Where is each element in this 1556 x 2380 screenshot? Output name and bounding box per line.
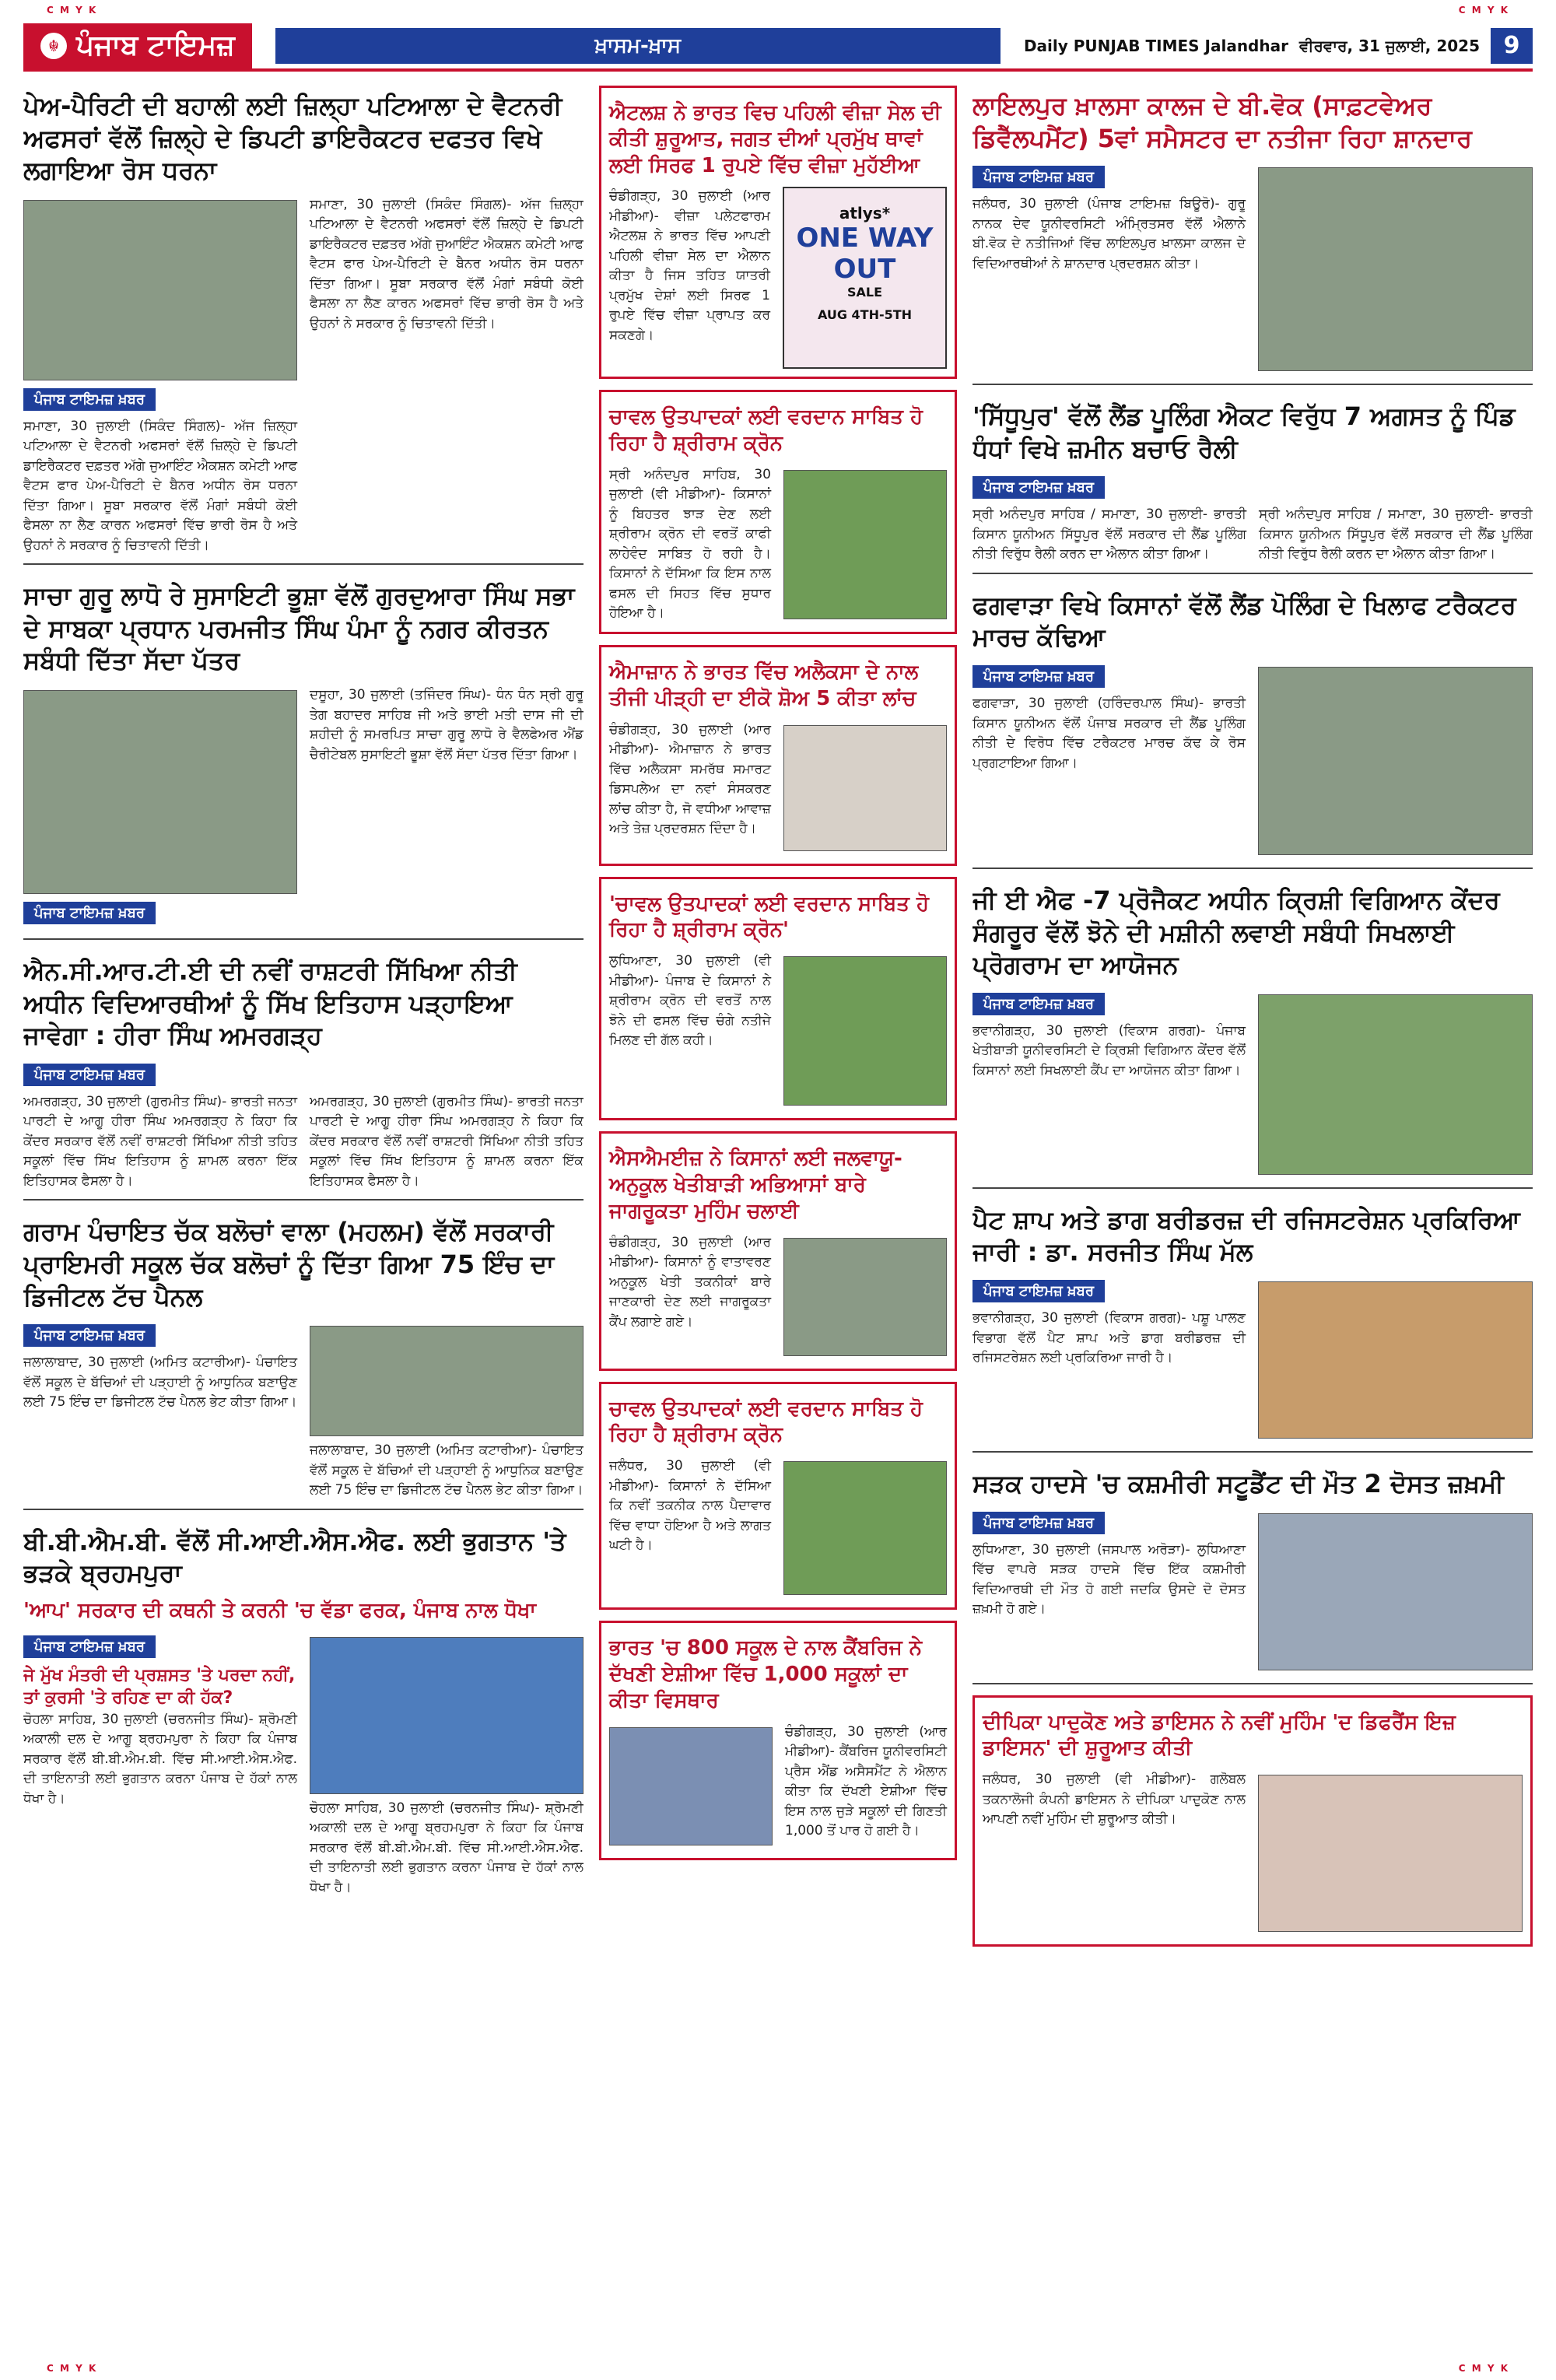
ad-brand: atlys*	[839, 204, 891, 223]
byline-tag: ਪੰਜਾਬ ਟਾਇਮਜ਼ ਖ਼ਬਰ	[972, 665, 1105, 688]
headline: ਐਸਐਮਈਜ਼ ਨੇ ਕਿਸਾਨਾਂ ਲਈ ਜਲਵਾਯੂ-ਅਨੁਕੂਲ ਖੇਤੀਬਾੜੀ ਅਭਿਆਸਾਂ ਬਾਰੇ ਜਾਗਰੂਕਤਾ ਮੁਹਿੰਮ ਚਲਾਈ	[609, 1147, 902, 1223]
byline-tag: ਪੰਜਾਬ ਟਾਇਮਜ਼ ਖ਼ਬਰ	[23, 1324, 156, 1347]
farmer-photo	[783, 1461, 947, 1595]
page-number: 9	[1491, 28, 1533, 64]
ad-date: AUG 4TH-5TH	[817, 307, 913, 323]
protest-photo	[23, 200, 297, 380]
invitation-photo	[23, 690, 297, 894]
byline-tag: ਪੰਜਾਬ ਟਾਇਮਜ਼ ਖ਼ਬਰ	[23, 902, 156, 924]
story-shriram-3	[599, 1382, 957, 1611]
headline: 'ਸਿੱਧੂਪੁਰ' ਵੱਲੋਂ ਲੈਂਡ ਪੂਲਿੰਗ ਐਕਟ ਵਿਰੁੱਧ 7 ਅਗਸਤ ਨੂੰ ਪਿੰਡ ਧੰਧਾਂ ਵਿਖੇ ਜ਼ਮੀਨ ਬਚਾਓ ਰੈਲੀ	[972, 401, 1516, 464]
story-body: ਅਮਰਗੜ੍ਹ, 30 ਜੁਲਾਈ (ਗੁਰਮੀਤ ਸਿੰਘ)- ਭਾਰਤੀ ਜਨਤਾ ਪਾਰਟੀ ਦੇ ਆਗੂ ਹੀਰਾ ਸਿੰਘ ਅਮਰਗੜ੍ਹ ਨੇ ਕਿਹਾ ਕਿ ਕੇਂਦਰ ਸਰਕਾਰ ਵੱਲੋਂ ਨਵੀਂ ਰਾਸ਼ਟਰੀ ਸਿੱਖਿਆ ਨੀਤੀ ਤਹਿਤ ਸਕੂਲਾਂ ਵਿੱਚ ਸਿੱਖ ਇਤਿਹਾਸ ਨੂੰ ਸ਼ਾਮਲ ਕਰਨਾ ਇੱਕ ਇਤਿਹਾਸਕ ਫੈਸਲਾ ਹੈ।	[23, 1093, 297, 1189]
headline: ਚਾਵਲ ਉਤਪਾਦਕਾਂ ਲਈ ਵਰਦਾਨ ਸਾਬਿਤ ਹੋ ਰਿਹਾ ਹੈ ਸ਼੍ਰੀਰਾਮ ਕ੍ਰੋਨ	[609, 1397, 923, 1447]
college-photo	[1258, 167, 1533, 371]
byline-tag: ਪੰਜਾਬ ਟਾਇਮਜ਼ ਖ਼ਬਰ	[972, 1280, 1105, 1302]
headline: ਐਟਲਸ਼ ਨੇ ਭਾਰਤ ਵਿਚ ਪਹਿਲੀ ਵੀਜ਼ਾ ਸੇਲ ਦੀ ਕੀਤੀ ਸ਼ੁਰੂਆਤ, ਜਗਤ ਦੀਆਂ ਪ੍ਰਮੁੱਖ ਥਾਵਾਂ ਲਈ ਸਿਰਫ 1 ਰੁਪਏ ਵਿੱਚ ਵੀਜ਼ਾ ਮੁਹੱਈਆ	[609, 101, 941, 177]
story-shriram-1	[599, 390, 957, 634]
registration-mark-right: C M Y K	[1458, 5, 1509, 16]
headline: 'ਚਾਵਲ ਉਤਪਾਦਕਾਂ ਲਈ ਵਰਦਾਨ ਸਾਬਿਤ ਹੋ ਰਿਹਾ ਹੈ ਸ਼੍ਰੀਰਾਮ ਕ੍ਰੋਨ'	[609, 892, 929, 942]
headline: ਚਾਵਲ ਉਤਪਾਦਕਾਂ ਲਈ ਵਰਦਾਨ ਸਾਬਿਤ ਹੋ ਰਿਹਾ ਹੈ ਸ਼੍ਰੀਰਾਮ ਕ੍ਰੋਨ	[609, 405, 923, 456]
story-tractor-march	[972, 585, 1533, 869]
pull-quote: ਜੇ ਮੁੱਖ ਮੰਤਰੀ ਦੀ ਪ੍ਰਸ਼ਸਤ 'ਤੇ ਪਰਦਾ ਨਹੀਂ, ਤਾਂ ਕੁਰਸੀ 'ਤੇ ਰਹਿਣ ਦਾ ਕੀ ਹੱਕ?	[23, 1665, 296, 1709]
story-body: ਸ੍ਰੀ ਅਨੰਦਪੁਰ ਸਾਹਿਬ / ਸਮਾਣਾ, 30 ਜੁਲਾਈ- ਭਾਰਤੀ ਕਿਸਾਨ ਯੂਨੀਅਨ ਸਿੱਧੂਪੁਰ ਵੱਲੋਂ ਸਰਕਾਰ ਦੀ ਲੈਂਡ ਪੂਲਿੰਗ ਨੀਤੀ ਵਿਰੁੱਧ ਰੈਲੀ ਕਰਨ ਦਾ ਐਲਾਨ ਕੀਤਾ ਗਿਆ।	[972, 506, 1246, 563]
story-sidhupur-rally	[972, 396, 1533, 574]
story-gef7	[972, 880, 1533, 1189]
student-portrait	[1258, 1513, 1533, 1670]
middle-column	[599, 86, 957, 1871]
subheadline: 'ਆਪ' ਸਰਕਾਰ ਦੀ ਕਥਨੀ ਤੇ ਕਰਨੀ 'ਚ ਵੱਡਾ ਫਰਕ, ਪੰਜਾਬ ਨਾਲ ਧੋਖਾ	[23, 1598, 536, 1622]
headline: ਭਾਰਤ 'ਚ 800 ਸਕੂਲ ਦੇ ਨਾਲ ਕੈਂਬਰਿਜ ਨੇ ਦੱਖਣੀ ਏਸ਼ੀਆ ਵਿੱਚ 1,000 ਸਕੂਲਾਂ ਦਾ ਕੀਤਾ ਵਿਸਥਾਰ	[609, 1636, 923, 1712]
headline: ਐਨ.ਸੀ.ਆਰ.ਟੀ.ਈ ਦੀ ਨਵੀਂ ਰਾਸ਼ਟਰੀ ਸਿੱਖਿਆ ਨੀਤੀ ਅਧੀਨ ਵਿਦਿਆਰਥੀਆਂ ਨੂੰ ਸਿੱਖ ਇਤਿਹਾਸ ਪੜ੍ਹਾਇਆ ਜਾਵੇਗਾ : ਹੀਰਾ ਸਿੰਘ ਅਮਰਗੜ੍ਹ	[23, 956, 517, 1051]
registration-mark-left: C M Y K	[47, 5, 98, 16]
headline: ਸੜਕ ਹਾਦਸੇ 'ਚ ਕਸ਼ਮੀਰੀ ਸਟੂਡੈਂਟ ਦੀ ਮੌਤ 2 ਦੋਸਤ ਜ਼ਖ਼ਮੀ	[972, 1469, 1504, 1499]
story-body: ਜਲੰਧਰ, 30 ਜੁਲਾਈ (ਵੀ ਮੀਡੀਆ)- ਕਿਸਾਨਾਂ ਨੇ ਦੱਸਿਆ ਕਿ ਨਵੀਂ ਤਕਨੀਕ ਨਾਲ ਪੈਦਾਵਾਰ ਵਿੱਚ ਵਾਧਾ ਹੋਇਆ ਹੈ ਅਤੇ ਲਾਗਤ ਘਟੀ ਹੈ।	[609, 1458, 771, 1554]
right-column	[972, 86, 1533, 1958]
headline: ਦੀਪਿਕਾ ਪਾਦੁਕੋਣ ਅਤੇ ਡਾਇਸਨ ਨੇ ਨਵੀਂ ਮੁਹਿੰਮ 'ਦ ਡਿਫਰੈਂਸ ਇਜ਼ ਡਾਇਸਨ' ਦੀ ਸ਼ੁਰੂਆਤ ਕੀਤੀ	[983, 1710, 1456, 1761]
story-body: ਫਗਵਾੜਾ, 30 ਜੁਲਾਈ (ਹਰਿੰਦਰਪਾਲ ਸਿੰਘ)- ਭਾਰਤੀ ਕਿਸਾਨ ਯੂਨੀਅਨ ਵੱਲੋਂ ਪੰਜਾਬ ਸਰਕਾਰ ਦੀ ਲੈਂਡ ਪੂਲਿੰਗ ਨੀਤੀ ਦੇ ਵਿਰੋਧ ਵਿੱਚ ਟਰੈਕਟਰ ਮਾਰਚ ਕੱਢ ਕੇ ਰੋਸ ਪ੍ਰਗਟਾਇਆ ਗਿਆ।	[972, 696, 1246, 771]
tractor-march-photo	[1258, 667, 1533, 855]
headline: ਲਾਇਲਪੁਰ ਖ਼ਾਲਸਾ ਕਾਲਜ ਦੇ ਬੀ.ਵੋਕ (ਸਾਫ਼ਟਵੇਅਰ ਡਿਵੈੱਲਪਮੈਂਟ) 5ਵਾਂ ਸਮੈਸਟਰ ਦਾ ਨਤੀਜਾ ਰਿਹਾ ਸ਼ਾਨਦਾਰ	[972, 91, 1472, 153]
headline: ਫਗਵਾੜਾ ਵਿਖੇ ਕਿਸਾਨਾਂ ਵੱਲੋਂ ਲੈਂਡ ਪੋਲਿੰਗ ਦੇ ਖਿਲਾਫ ਟਰੈਕਟਰ ਮਾਰਚ ਕੱਢਿਆ	[972, 590, 1516, 653]
story-sikh-history	[23, 951, 584, 1201]
ad-title: ONE WAY OUT	[796, 223, 934, 286]
story-atlys	[599, 86, 957, 379]
headline: ਪੇਅ-ਪੈਰਿਟੀ ਦੀ ਬਹਾਲੀ ਲਈ ਜ਼ਿਲ੍ਹਾ ਪਟਿਆਲਾ ਦੇ ਵੈਟਨਰੀ ਅਫਸਰਾਂ ਵੱਲੋਂ ਜ਼ਿਲ੍ਹੇ ਦੇ ਡਿਪਟੀ ਡਾਇਰੈਕਟਰ ਦਫਤਰ ਵਿਖੇ ਲਗਾਇਆ ਰੋਸ ਧਰਨਾ	[23, 91, 562, 186]
story-body: ਸ੍ਰੀ ਅਨੰਦਪੁਰ ਸਾਹਿਬ, 30 ਜੁਲਾਈ (ਵੀ ਮੀਡੀਆ)- ਕਿਸਾਨਾਂ ਨੂੰ ਬਿਹਤਰ ਝਾੜ ਦੇਣ ਲਈ ਸ਼੍ਰੀਰਾਮ ਕ੍ਰੋਨ ਦੀ ਵਰਤੋਂ ਕਾਫੀ ਲਾਹੇਵੰਦ ਸਾਬਿਤ ਹੋ ਰਹੀ ਹੈ। ਕਿਸਾਨਾਂ ਨੇ ਦੱਸਿਆ ਕਿ ਇਸ ਨਾਲ ਫਸਲ ਦੀ ਸਿਹਤ ਵਿੱਚ ਸੁਧਾਰ ਹੋਇਆ ਹੈ।	[609, 466, 771, 622]
byline-tag: ਪੰਜਾਬ ਟਾਇਮਜ਼ ਖ਼ਬਰ	[972, 166, 1105, 188]
story-body: ਚੋਹਲਾ ਸਾਹਿਬ, 30 ਜੁਲਾਈ (ਚਰਨਜੀਤ ਸਿੰਘ)- ਸ਼੍ਰੋਮਣੀ ਅਕਾਲੀ ਦਲ ਦੇ ਆਗੂ ਬ੍ਰਹਮਪੁਰਾ ਨੇ ਕਿਹਾ ਕਿ ਪੰਜਾਬ ਸਰਕਾਰ ਵੱਲੋਂ ਬੀ.ਬੀ.ਐਮ.ਬੀ. ਵਿੱਚ ਸੀ.ਆਈ.ਐਸ.ਐਫ. ਦੀ ਤਾਇਨਾਤੀ ਲਈ ਭੁਗਤਾਨ ਕਰਨਾ ਪੰਜਾਬ ਦੇ ਹੱਕਾਂ ਨਾਲ ਧੋਖਾ ਹੈ।	[23, 1711, 297, 1807]
section-title: ਖ਼ਾਸਮ-ਖ਼ਾਸ	[275, 28, 1001, 64]
story-body: ਲੁਧਿਆਣਾ, 30 ਜੁਲਾਈ (ਜਸਪਾਲ ਅਰੋੜਾ)- ਲੁਧਿਆਣਾ ਵਿੱਚ ਵਾਪਰੇ ਸੜਕ ਹਾਦਸੇ ਵਿੱਚ ਇੱਕ ਕਸ਼ਮੀਰੀ ਵਿਦਿਆਰਥੀ ਦੀ ਮੌਤ ਹੋ ਗਈ ਜਦਕਿ ਉਸਦੇ ਦੋ ਦੋਸਤ ਜ਼ਖ਼ਮੀ ਹੋ ਗਏ।	[972, 1541, 1246, 1618]
ad-subtitle: SALE	[846, 285, 883, 300]
story-body: ਭਵਾਨੀਗੜ੍ਹ, 30 ਜੁਲਾਈ (ਵਿਕਾਸ ਗਰਗ)- ਪੰਜਾਬ ਖੇਤੀਬਾੜੀ ਯੂਨੀਵਰਸਿਟੀ ਦੇ ਕ੍ਰਿਸ਼ੀ ਵਿਗਿਆਨ ਕੇਂਦਰ ਵੱਲੋਂ ਕਿਸਾਨਾਂ ਲਈ ਸਿਖਲਾਈ ਕੈਂਪ ਦਾ ਆਯੋਜਨ ਕੀਤਾ ਗਿਆ।	[972, 1022, 1246, 1078]
farmer-photo	[783, 956, 947, 1106]
headline: ਜੀ ਈ ਐਫ -7 ਪ੍ਰੋਜੈਕਟ ਅਧੀਨ ਕ੍ਰਿਸ਼ੀ ਵਿਗਿਆਨ ਕੇਂਦਰ ਸੰਗਰੂਰ ਵੱਲੋਂ ਝੋਨੇ ਦੀ ਮਸ਼ੀਨੀ ਲਵਾਈ ਸਬੰਧੀ ਸਿਖਲਾਈ ਪ੍ਰੋਗਰਾਮ ਦਾ ਆਯੋਜਨ	[972, 885, 1500, 980]
logo-emblem-icon: ☬	[40, 33, 67, 59]
newspaper-logo	[23, 23, 252, 68]
story-amazon-echo	[599, 645, 957, 866]
story-body: ਜਲਾਲਾਬਾਦ, 30 ਜੁਲਾਈ (ਅਮਿਤ ਕਟਾਰੀਆ)- ਪੰਚਾਇਤ ਵੱਲੋਂ ਸਕੂਲ ਦੇ ਬੱਚਿਆਂ ਦੀ ਪੜ੍ਹਾਈ ਨੂੰ ਆਧੁਨਿਕ ਬਣਾਉਣ ਲਈ 75 ਇੰਚ ਦਾ ਡਿਜੀਟਲ ਟੱਚ ਪੈਨਲ ਭੇਟ ਕੀਤਾ ਗਿਆ।	[23, 1355, 297, 1411]
paper-name: Daily PUNJAB TIMES Jalandhar	[1023, 37, 1288, 55]
headline: ਐਮਾਜ਼ਾਨ ਨੇ ਭਾਰਤ ਵਿੱਚ ਅਲੈਕਸਾ ਦੇ ਨਾਲ ਤੀਜੀ ਪੀੜ੍ਹੀ ਦਾ ਈਕੋ ਸ਼ੋਅ 5 ਕੀਤਾ ਲਾਂਚ	[609, 660, 919, 710]
byline-tag: ਪੰਜਾਬ ਟਾਇਮਜ਼ ਖ਼ਬਰ	[972, 1512, 1105, 1534]
headline: ਪੈਟ ਸ਼ਾਪ ਅਤੇ ਡਾਗ ਬਰੀਡਰਜ਼ ਦੀ ਰਜਿਸਟਰੇਸ਼ਨ ਪ੍ਰਕਿਰਿਆ ਜਾਰੀ : ਡਾ. ਸਰਜੀਤ ਸਿੰਘ ਮੱਲ	[972, 1204, 1520, 1267]
leader-portrait	[310, 1637, 584, 1794]
footer-registration-right: C M Y K	[1458, 2363, 1509, 2374]
echo-device-photo	[783, 725, 947, 851]
story-lyallpur-result	[972, 86, 1533, 385]
story-invitation	[23, 576, 584, 940]
byline-tag: ਪੰਜਾਬ ਟਾਇਮਜ਼ ਖ਼ਬਰ	[23, 1635, 156, 1658]
story-pet-shop	[972, 1200, 1533, 1453]
story-body-continued: ਚੋਹਲਾ ਸਾਹਿਬ, 30 ਜੁਲਾਈ (ਚਰਨਜੀਤ ਸਿੰਘ)- ਸ਼੍ਰੋਮਣੀ ਅਕਾਲੀ ਦਲ ਦੇ ਆਗੂ ਬ੍ਰਹਮਪੁਰਾ ਨੇ ਕਿਹਾ ਕਿ ਪੰਜਾਬ ਸਰਕਾਰ ਵੱਲੋਂ ਬੀ.ਬੀ.ਐਮ.ਬੀ. ਵਿੱਚ ਸੀ.ਆਈ.ਐਸ.ਐਫ. ਦੀ ਤਾਇਨਾਤੀ ਲਈ ਭੁਗਤਾਨ ਕਰਨਾ ਪੰਜਾਬ ਦੇ ਹੱਕਾਂ ਨਾਲ ਧੋਖਾ ਹੈ।	[310, 1800, 584, 1895]
byline-tag: ਪੰਜਾਬ ਟਾਇਮਜ਼ ਖ਼ਬਰ	[23, 388, 156, 411]
story-body-continued: ਅਮਰਗੜ੍ਹ, 30 ਜੁਲਾਈ (ਗੁਰਮੀਤ ਸਿੰਘ)- ਭਾਰਤੀ ਜਨਤਾ ਪਾਰਟੀ ਦੇ ਆਗੂ ਹੀਰਾ ਸਿੰਘ ਅਮਰਗੜ੍ਹ ਨੇ ਕਿਹਾ ਕਿ ਕੇਂਦਰ ਸਰਕਾਰ ਵੱਲੋਂ ਨਵੀਂ ਰਾਸ਼ਟਰੀ ਸਿੱਖਿਆ ਨੀਤੀ ਤਹਿਤ ਸਕੂਲਾਂ ਵਿੱਚ ਸਿੱਖ ਇਤਿਹਾਸ ਨੂੰ ਸ਼ਾਮਲ ਕਰਨਾ ਇੱਕ ਇਤਿਹਾਸਕ ਫੈਸਲਾ ਹੈ।	[310, 1093, 584, 1189]
headline: ਗਰਾਮ ਪੰਚਾਇਤ ਚੱਕ ਬਲੋਚਾਂ ਵਾਲਾ (ਮਹਲਮ) ਵੱਲੋਂ ਸਰਕਾਰੀ ਪ੍ਰਾਇਮਰੀ ਸਕੂਲ ਚੱਕ ਬਲੋਚਾਂ ਨੂੰ ਦਿੱਤਾ ਗਿਆ 75 ਇੰਚ ਦਾ ਡਿਜੀਟਲ ਟੱਚ ਪੈਨਲ	[23, 1217, 555, 1312]
byline-tag: ਪੰਜਾਬ ਟਾਇਮਜ਼ ਖ਼ਬਰ	[972, 993, 1105, 1015]
farmer-photo	[783, 470, 947, 619]
byline-tag: ਪੰਜਾਬ ਟਾਇਮਜ਼ ਖ਼ਬਰ	[23, 1064, 156, 1086]
atlys-advert	[783, 187, 947, 369]
story-bbmb	[23, 1521, 584, 1905]
left-column	[23, 86, 584, 1916]
story-body: ਸਮਾਣਾ, 30 ਜੁਲਾਈ (ਸਿਕੰਦ ਸਿੰਗਲ)- ਅੱਜ ਜ਼ਿਲ੍ਹਾ ਪਟਿਆਲਾ ਦੇ ਵੈਟਨਰੀ ਅਫਸਰਾਂ ਵੱਲੋਂ ਜ਼ਿਲ੍ਹੇ ਦੇ ਡਿਪਟੀ ਡਾਇਰੈਕਟਰ ਦਫ਼ਤਰ ਅੱਗੇ ਜੁਆਇੰਟ ਐਕਸ਼ਨ ਕਮੇਟੀ ਆਫ ਵੈਟਸ ਫਾਰ ਪੇਅ-ਪੈਰਿਟੀ ਦੇ ਬੈਨਰ ਅਧੀਨ ਰੋਸ ਧਰਨਾ ਦਿੱਤਾ ਗਿਆ। ਸੂਬਾ ਸਰਕਾਰ ਵੱਲੋਂ ਮੰਗਾਂ ਸਬੰਧੀ ਕੋਈ ਫੈਸਲਾ ਨਾ ਲੈਣ ਕਾਰਨ ਅਫਸਰਾਂ ਵਿੱਚ ਭਾਰੀ ਰੋਸ ਹੈ ਅਤੇ ਉਹਨਾਂ ਨੇ ਸਰਕਾਰ ਨੂੰ ਚਿਤਾਵਨੀ ਦਿੱਤੀ।	[23, 418, 297, 553]
campaign-photo	[1258, 1775, 1523, 1932]
story-shriram-2	[599, 877, 957, 1121]
byline-tag: ਪੰਜਾਬ ਟਾਇਮਜ਼ ਖ਼ਬਰ	[972, 476, 1105, 499]
story-body: ਚੰਡੀਗੜ੍ਹ, 30 ਜੁਲਾਈ (ਆਰ ਮੀਡੀਆ)- ਕਿਸਾਨਾਂ ਨੂੰ ਵਾਤਾਵਰਣ ਅਨੁਕੂਲ ਖੇਤੀ ਤਕਨੀਕਾਂ ਬਾਰੇ ਜਾਣਕਾਰੀ ਦੇਣ ਲਈ ਜਾਗਰੂਕਤਾ ਕੈਂਪ ਲਗਾਏ ਗਏ।	[609, 1234, 771, 1330]
story-body: ਜਲੰਧਰ, 30 ਜੁਲਾਈ (ਪੰਜਾਬ ਟਾਇਮਜ਼ ਬਿਊਰੋ)- ਗੁਰੂ ਨਾਨਕ ਦੇਵ ਯੂਨੀਵਰਸਿਟੀ ਅੰਮ੍ਰਿਤਸਰ ਵੱਲੋਂ ਐਲਾਨੇ ਬੀ.ਵੋਕ ਦੇ ਨਤੀਜਿਆਂ ਵਿੱਚ ਲਾਇਲਪੁਰ ਖ਼ਾਲਸਾ ਕਾਲਜ ਦੇ ਵਿਦਿਆਰਥੀਆਂ ਨੇ ਸ਼ਾਨਦਾਰ ਪ੍ਰਦਰਸ਼ਨ ਕੀਤਾ।	[972, 196, 1246, 272]
story-sme-awareness	[599, 1131, 957, 1370]
masthead	[23, 23, 1533, 72]
story-road-accident	[972, 1463, 1533, 1684]
headline: ਸਾਚਾ ਗੁਰੂ ਲਾਧੋ ਰੇ ਸੁਸਾਇਟੀ ਭੂਸ਼ਾ ਵੱਲੋਂ ਗੁਰਦੁਆਰਾ ਸਿੰਘ ਸਭਾ ਦੇ ਸਾਬਕਾ ਪ੍ਰਧਾਨ ਪਰਮਜੀਤ ਸਿੰਘ ਪੰਮਾ ਨੂੰ ਨਗਰ ਕੀਰਤਨ ਸਬੰਧੀ ਦਿੱਤਾ ਸੱਦਾ ਪੱਤਰ	[23, 581, 575, 676]
newspaper-title: ਪੰਜਾਬ ਟਾਇਮਜ਼	[76, 30, 235, 61]
story-body-continued: ਸ੍ਰੀ ਅਨੰਦਪੁਰ ਸਾਹਿਬ / ਸਮਾਣਾ, 30 ਜੁਲਾਈ- ਭਾਰਤੀ ਕਿਸਾਨ ਯੂਨੀਅਨ ਸਿੱਧੂਪੁਰ ਵੱਲੋਂ ਸਰਕਾਰ ਦੀ ਲੈਂਡ ਪੂਲਿੰਗ ਨੀਤੀ ਵਿਰੁੱਧ ਰੈਲੀ ਕਰਨ ਦਾ ਐਲਾਨ ਕੀਤਾ ਗਿਆ।	[1259, 506, 1533, 563]
story-body: ਚੰਡੀਗੜ੍ਹ, 30 ਜੁਲਾਈ (ਆਰ ਮੀਡੀਆ)- ਕੈਂਬਰਿਜ ਯੂਨੀਵਰਸਿਟੀ ਪ੍ਰੈਸ ਐਂਡ ਅਸੈਸਮੈਂਟ ਨੇ ਐਲਾਨ ਕੀਤਾ ਕਿ ਦੱਖਣੀ ਏਸ਼ੀਆ ਵਿੱਚ ਇਸ ਨਾਲ ਜੁੜੇ ਸਕੂਲਾਂ ਦੀ ਗਿਣਤੀ 1,000 ਤੋਂ ਪਾਰ ਹੋ ਗਈ ਹੈ।	[785, 1723, 947, 1839]
footer-registration-left: C M Y K	[47, 2363, 98, 2374]
story-dyson	[972, 1695, 1533, 1947]
story-body: ਲੁਧਿਆਣਾ, 30 ਜੁਲਾਈ (ਵੀ ਮੀਡੀਆ)- ਪੰਜਾਬ ਦੇ ਕਿਸਾਨਾਂ ਨੇ ਸ਼੍ਰੀਰਾਮ ਕ੍ਰੋਨ ਦੀ ਵਰਤੋਂ ਨਾਲ ਝੋਨੇ ਦੀ ਫਸਲ ਵਿੱਚ ਚੰਗੇ ਨਤੀਜੇ ਮਿਲਣ ਦੀ ਗੱਲ ਕਹੀ।	[609, 953, 771, 1049]
story-body-continued: ਜਲਾਲਾਬਾਦ, 30 ਜੁਲਾਈ (ਅਮਿਤ ਕਟਾਰੀਆ)- ਪੰਚਾਇਤ ਵੱਲੋਂ ਸਕੂਲ ਦੇ ਬੱਚਿਆਂ ਦੀ ਪੜ੍ਹਾਈ ਨੂੰ ਆਧੁਨਿਕ ਬਣਾਉਣ ਲਈ 75 ਇੰਚ ਦਾ ਡਿਜੀਟਲ ਟੱਚ ਪੈਨਲ ਭੇਟ ਕੀਤਾ ਗਿਆ।	[310, 1442, 584, 1498]
story-body-continued: ਸਮਾਣਾ, 30 ਜੁਲਾਈ (ਸਿਕੰਦ ਸਿੰਗਲ)- ਅੱਜ ਜ਼ਿਲ੍ਹਾ ਪਟਿਆਲਾ ਦੇ ਵੈਟਨਰੀ ਅਫਸਰਾਂ ਵੱਲੋਂ ਜ਼ਿਲ੍ਹੇ ਦੇ ਡਿਪਟੀ ਡਾਇਰੈਕਟਰ ਦਫ਼ਤਰ ਅੱਗੇ ਜੁਆਇੰਟ ਐਕਸ਼ਨ ਕਮੇਟੀ ਆਫ ਵੈਟਸ ਫਾਰ ਪੇਅ-ਪੈਰਿਟੀ ਦੇ ਬੈਨਰ ਅਧੀਨ ਰੋਸ ਧਰਨਾ ਦਿੱਤਾ ਗਿਆ। ਸੂਬਾ ਸਰਕਾਰ ਵੱਲੋਂ ਮੰਗਾਂ ਸਬੰਧੀ ਕੋਈ ਫੈਸਲਾ ਨਾ ਲੈਣ ਕਾਰਨ ਅਫਸਰਾਂ ਵਿੱਚ ਭਾਰੀ ਰੋਸ ਹੈ ਅਤੇ ਉਹਨਾਂ ਨੇ ਸਰਕਾਰ ਨੂੰ ਚਿਤਾਵਨੀ ਦਿੱਤੀ।	[310, 196, 584, 331]
story-body: ਚੰਡੀਗੜ੍ਹ, 30 ਜੁਲਾਈ (ਆਰ ਮੀਡੀਆ)- ਵੀਜ਼ਾ ਪਲੇਟਫਾਰਮ ਐਟਲਸ਼ ਨੇ ਭਾਰਤ ਵਿੱਚ ਆਪਣੀ ਪਹਿਲੀ ਵੀਜ਼ਾ ਸੇਲ ਦਾ ਐਲਾਨ ਕੀਤਾ ਹੈ ਜਿਸ ਤਹਿਤ ਯਾਤਰੀ ਪ੍ਰਮੁੱਖ ਦੇਸ਼ਾਂ ਲਈ ਸਿਰਫ 1 ਰੁਪਏ ਵਿੱਚ ਵੀਜ਼ਾ ਪ੍ਰਾਪਤ ਕਰ ਸਕਣਗੇ।	[609, 188, 770, 343]
story-cambridge	[599, 1621, 957, 1859]
awareness-photo	[783, 1238, 947, 1356]
training-photo	[1258, 994, 1533, 1175]
story-digital-panel	[23, 1211, 584, 1509]
headline: ਬੀ.ਬੀ.ਐਮ.ਬੀ. ਵੱਲੋਂ ਸੀ.ਆਈ.ਐਸ.ਐਫ. ਲਈ ਭੁਗਤਾਨ 'ਤੇ ਭੜਕੇ ਬ੍ਰਹਮਪੁਰਾ	[23, 1526, 566, 1589]
official-portrait	[609, 1727, 773, 1845]
story-body: ਚੰਡੀਗੜ੍ਹ, 30 ਜੁਲਾਈ (ਆਰ ਮੀਡੀਆ)- ਐਮਾਜ਼ਾਨ ਨੇ ਭਾਰਤ ਵਿੱਚ ਅਲੈਕਸਾ ਸਮਰੱਥ ਸਮਾਰਟ ਡਿਸਪਲੇਅ ਦਾ ਨਵਾਂ ਸੰਸਕਰਣ ਲਾਂਚ ਕੀਤਾ ਹੈ, ਜੋ ਵਧੀਆ ਆਵਾਜ਼ ਅਤੇ ਤੇਜ਼ ਪ੍ਰਦਰਸ਼ਨ ਦਿੰਦਾ ਹੈ।	[609, 721, 771, 837]
story-body: ਦਸੂਹਾ, 30 ਜੁਲਾਈ (ਤਜਿੰਦਰ ਸਿੰਘ)- ਧੰਨ ਧੰਨ ਸ੍ਰੀ ਗੁਰੂ ਤੇਗ ਬਹਾਦਰ ਸਾਹਿਬ ਜੀ ਅਤੇ ਭਾਈ ਮਤੀ ਦਾਸ ਜੀ ਦੀ ਸ਼ਹੀਦੀ ਨੂੰ ਸਮਰਪਿਤ ਸਾਚਾ ਗੁਰੂ ਲਾਧੋ ਰੇ ਵੈਲਫੇਅਰ ਐਂਡ ਚੈਰੀਟੇਬਲ ਸੁਸਾਇਟੀ ਭੂਸ਼ਾ ਵੱਲੋਂ ਸੱਦਾ ਪੱਤਰ ਦਿੱਤਾ ਗਿਆ।	[310, 687, 584, 762]
story-body: ਭਵਾਨੀਗੜ੍ਹ, 30 ਜੁਲਾਈ (ਵਿਕਾਸ ਗਰਗ)- ਪਸ਼ੂ ਪਾਲਣ ਵਿਭਾਗ ਵੱਲੋਂ ਪੈਟ ਸ਼ਾਪ ਅਤੇ ਡਾਗ ਬਰੀਡਰਜ਼ ਦੀ ਰਜਿਸਟਰੇਸ਼ਨ ਲਈ ਪ੍ਰਕਿਰਿਆ ਜਾਰੀ ਹੈ।	[972, 1310, 1246, 1366]
story-body: ਜਲੰਧਰ, 30 ਜੁਲਾਈ (ਵੀ ਮੀਡੀਆ)- ਗਲੋਬਲ ਤਕਨਾਲੋਜੀ ਕੰਪਨੀ ਡਾਇਸਨ ਨੇ ਦੀਪਿਕਾ ਪਾਦੁਕੋਣ ਨਾਲ ਆਪਣੀ ਨਵੀਂ ਮੁਹਿੰਮ ਦੀ ਸ਼ੁਰੂਆਤ ਕੀਤੀ।	[983, 1772, 1246, 1828]
issue-date: ਵੀਰਵਾਰ, 31 ਜੁਲਾਈ, 2025	[1298, 37, 1480, 55]
story-vet-protest	[23, 86, 584, 565]
doctor-portrait	[1258, 1281, 1533, 1439]
school-photo	[310, 1326, 584, 1436]
